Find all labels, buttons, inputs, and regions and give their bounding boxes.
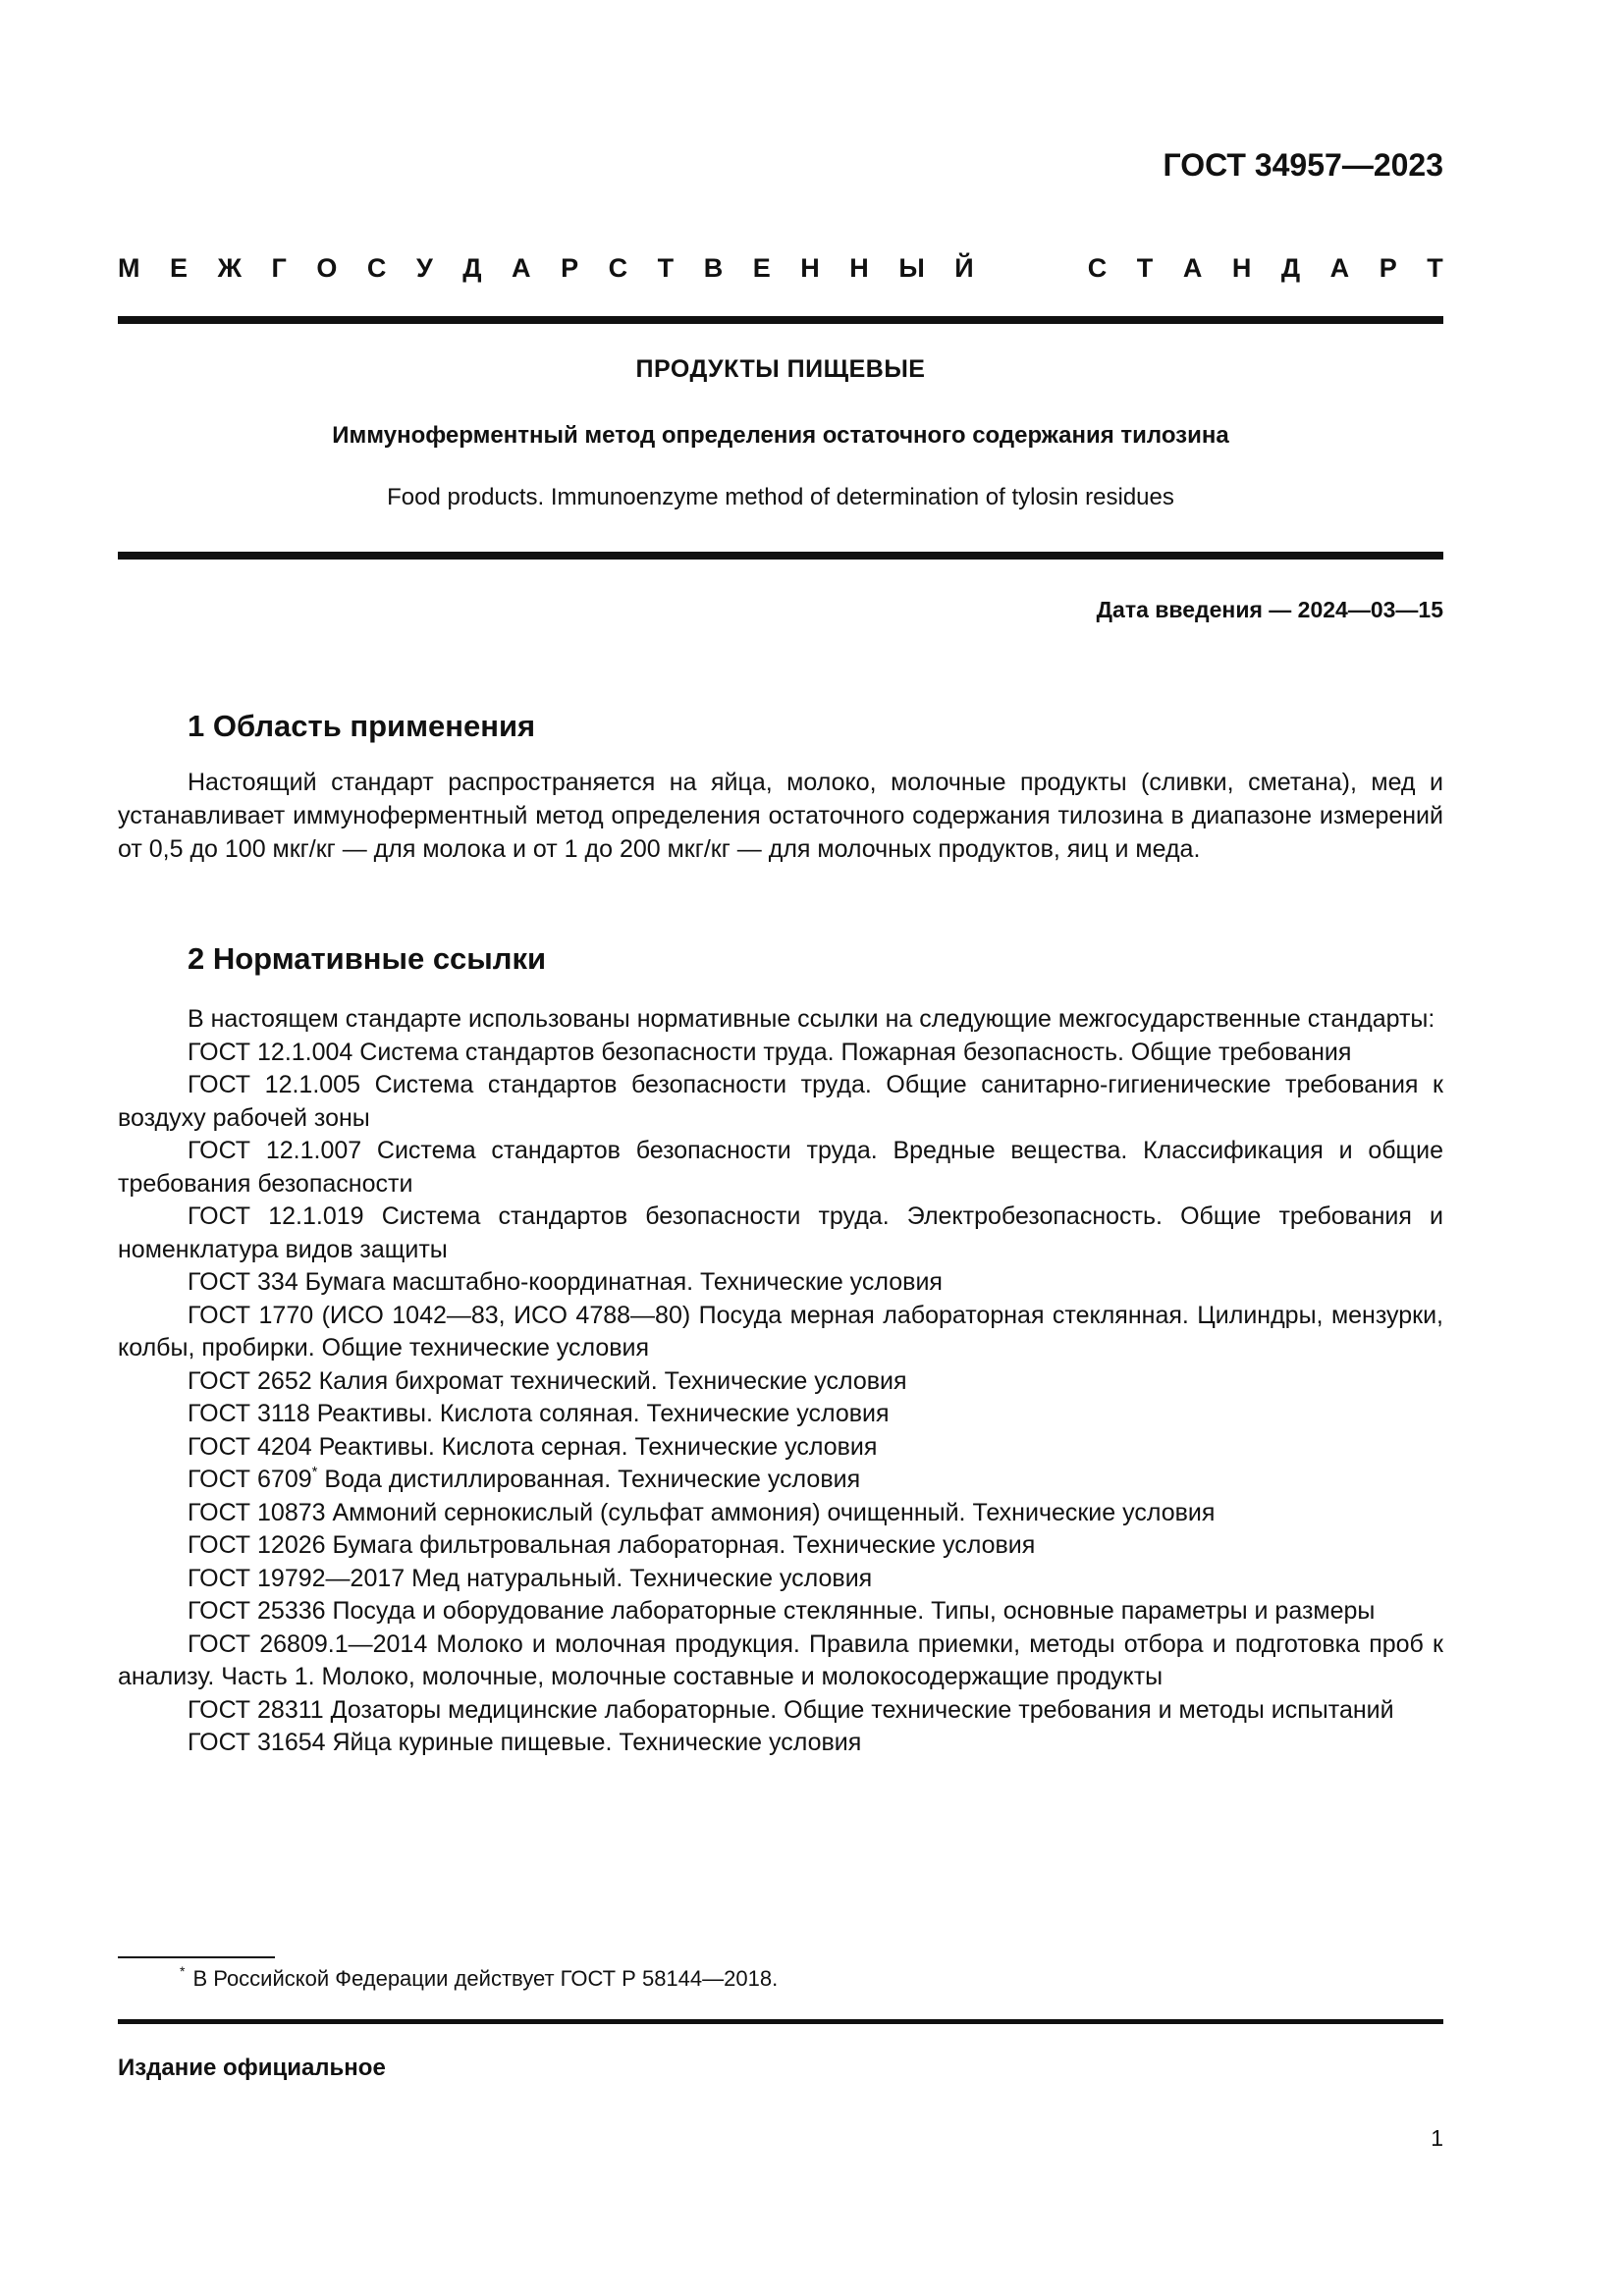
footnote-divider — [118, 1956, 275, 1958]
reference-item-footnoted — [118, 1464, 1443, 1497]
reference-item: ГОСТ 31654 Яйца куриные пищевые. Технические условия — [188, 1729, 862, 1756]
banner-letter: Ж — [217, 253, 242, 283]
references-intro: В настоящем стандарте использованы нормативные ссылки на следующие межгосударственные стандарты: — [188, 1005, 1435, 1033]
footer-divider — [118, 2019, 1443, 2024]
section-1-text: Настоящий стандарт распространяется на яйца, молоко, молочные продукты (сливки, сметана), мед и устанавливает иммуноферментный метод определения остаточного содержания тилозина в диапазоне измерений от 0,5 до 100 мкг/кг — для молока и от 1 до 200 мкг/кг — для молочных продуктов, яиц и меда. — [118, 769, 1443, 863]
banner-letter: Е — [170, 253, 189, 283]
reference-item: ГОСТ 12026 Бумага фильтровальная лабораторная. Технические условия — [188, 1531, 1036, 1559]
normative-references — [118, 1003, 1443, 1760]
reference-title: Вода дистиллированная. Технические условия — [317, 1466, 861, 1493]
banner-letter: Т — [657, 253, 675, 283]
banner-letter: Н — [800, 253, 820, 283]
reference-item: ГОСТ 12.1.007 Система стандартов безопасности труда. Вредные вещества. Классификация и общие требования безопасности — [118, 1137, 1443, 1198]
reference-item: ГОСТ 25336 Посуда и оборудование лабораторные стеклянные. Типы, основные параметры и размеры — [188, 1597, 1376, 1625]
banner-letter: Р — [561, 253, 579, 283]
document-subtitle: Иммуноферментный метод определения остаточного содержания тилозина — [332, 422, 1229, 449]
english-title: Food products. Immunoenzyme method of determination of tylosin residues — [387, 484, 1174, 510]
reference-item: ГОСТ 19792—2017 Мед натуральный. Технические условия — [188, 1564, 873, 1592]
section-1-heading: 1 Область применения — [188, 709, 536, 743]
title-divider — [118, 552, 1443, 560]
footnote — [180, 1962, 779, 1992]
document-title: ПРОДУКТЫ ПИЩЕВЫЕ — [635, 355, 926, 383]
reference-item: ГОСТ 334 Бумага масштабно-координатная. Технические условия — [188, 1268, 943, 1296]
reference-item: ГОСТ 2652 Калия бихромат технический. Технические условия — [188, 1366, 907, 1395]
document-number: ГОСТ 34957—2023 — [1163, 147, 1443, 183]
banner-letter: А — [1329, 253, 1350, 283]
banner-letter: Ы — [898, 253, 925, 283]
banner-letter: С — [608, 253, 628, 283]
introduction-date: Дата введения — 2024—03—15 — [1096, 597, 1443, 622]
page-number: 1 — [1431, 2125, 1443, 2151]
footnote-text: В Российской Федерации действует ГОСТ Р 58144—2018. — [192, 1966, 779, 1991]
banner-letter: У — [415, 253, 433, 283]
banner-letter: В — [703, 253, 724, 283]
footnote-marker: * — [311, 1463, 318, 1480]
standard-banner — [118, 253, 1443, 284]
header-divider — [118, 316, 1443, 324]
banner-letter: О — [316, 253, 338, 283]
banner-letter: Н — [849, 253, 869, 283]
banner-letter: Р — [1379, 253, 1397, 283]
banner-letter: А — [1182, 253, 1203, 283]
banner-letter: Н — [1231, 253, 1252, 283]
reference-item: ГОСТ 4204 Реактивы. Кислота серная. Технические условия — [188, 1432, 878, 1461]
banner-letter: С — [1087, 253, 1108, 283]
banner-letter: Д — [462, 253, 482, 283]
banner-letter: Й — [954, 253, 974, 283]
banner-letter: Т — [1427, 253, 1443, 283]
reference-item: ГОСТ 12.1.019 Система стандартов безопасности труда. Электробезопасность. Общие требования и номенклатура видов защиты — [118, 1202, 1443, 1263]
banner-letter: Т — [1136, 253, 1154, 283]
section-2-heading: 2 Нормативные ссылки — [188, 941, 547, 976]
banner-letter: С — [366, 253, 387, 283]
banner-letter: Д — [1280, 253, 1301, 283]
banner-letter: М — [118, 253, 140, 283]
reference-item: ГОСТ 28311 Дозаторы медицинские лабораторные. Общие технические требования и методы испытаний — [188, 1695, 1394, 1724]
banner-letter: Г — [271, 253, 287, 283]
banner-letter: А — [512, 253, 531, 283]
reference-item: ГОСТ 1770 (ИСО 1042—83, ИСО 4788—80) Посуда мерная лабораторная стеклянная. Цилиндры, мензурки, колбы, пробирки. Общие технические условия — [118, 1301, 1443, 1362]
reference-item: ГОСТ 12.1.004 Система стандартов безопасности труда. Пожарная безопасность. Общие требования — [188, 1038, 1352, 1066]
footnote-mark: * — [180, 1962, 186, 1979]
official-edition-label: Издание официальное — [118, 2055, 386, 2081]
reference-item: ГОСТ 3118 Реактивы. Кислота соляная. Технические условия — [188, 1400, 890, 1427]
reference-item: ГОСТ 10873 Аммоний сернокислый (сульфат аммония) очищенный. Технические условия — [188, 1498, 1216, 1526]
banner-letter: Е — [752, 253, 771, 283]
reference-item: ГОСТ 12.1.005 Система стандартов безопасности труда. Общие санитарно-гигиенические требования к воздуху рабочей зоны — [118, 1071, 1443, 1132]
reference-code: ГОСТ 6709 — [188, 1466, 312, 1493]
reference-item: ГОСТ 26809.1—2014 Молоко и молочная продукция. Правила приемки, методы отбора и подготовка проб к анализу. Часть 1. Молоко, молочные, молочные составные и молокосодержащие продукты — [118, 1629, 1443, 1690]
banner-word-gap — [1003, 253, 1057, 284]
